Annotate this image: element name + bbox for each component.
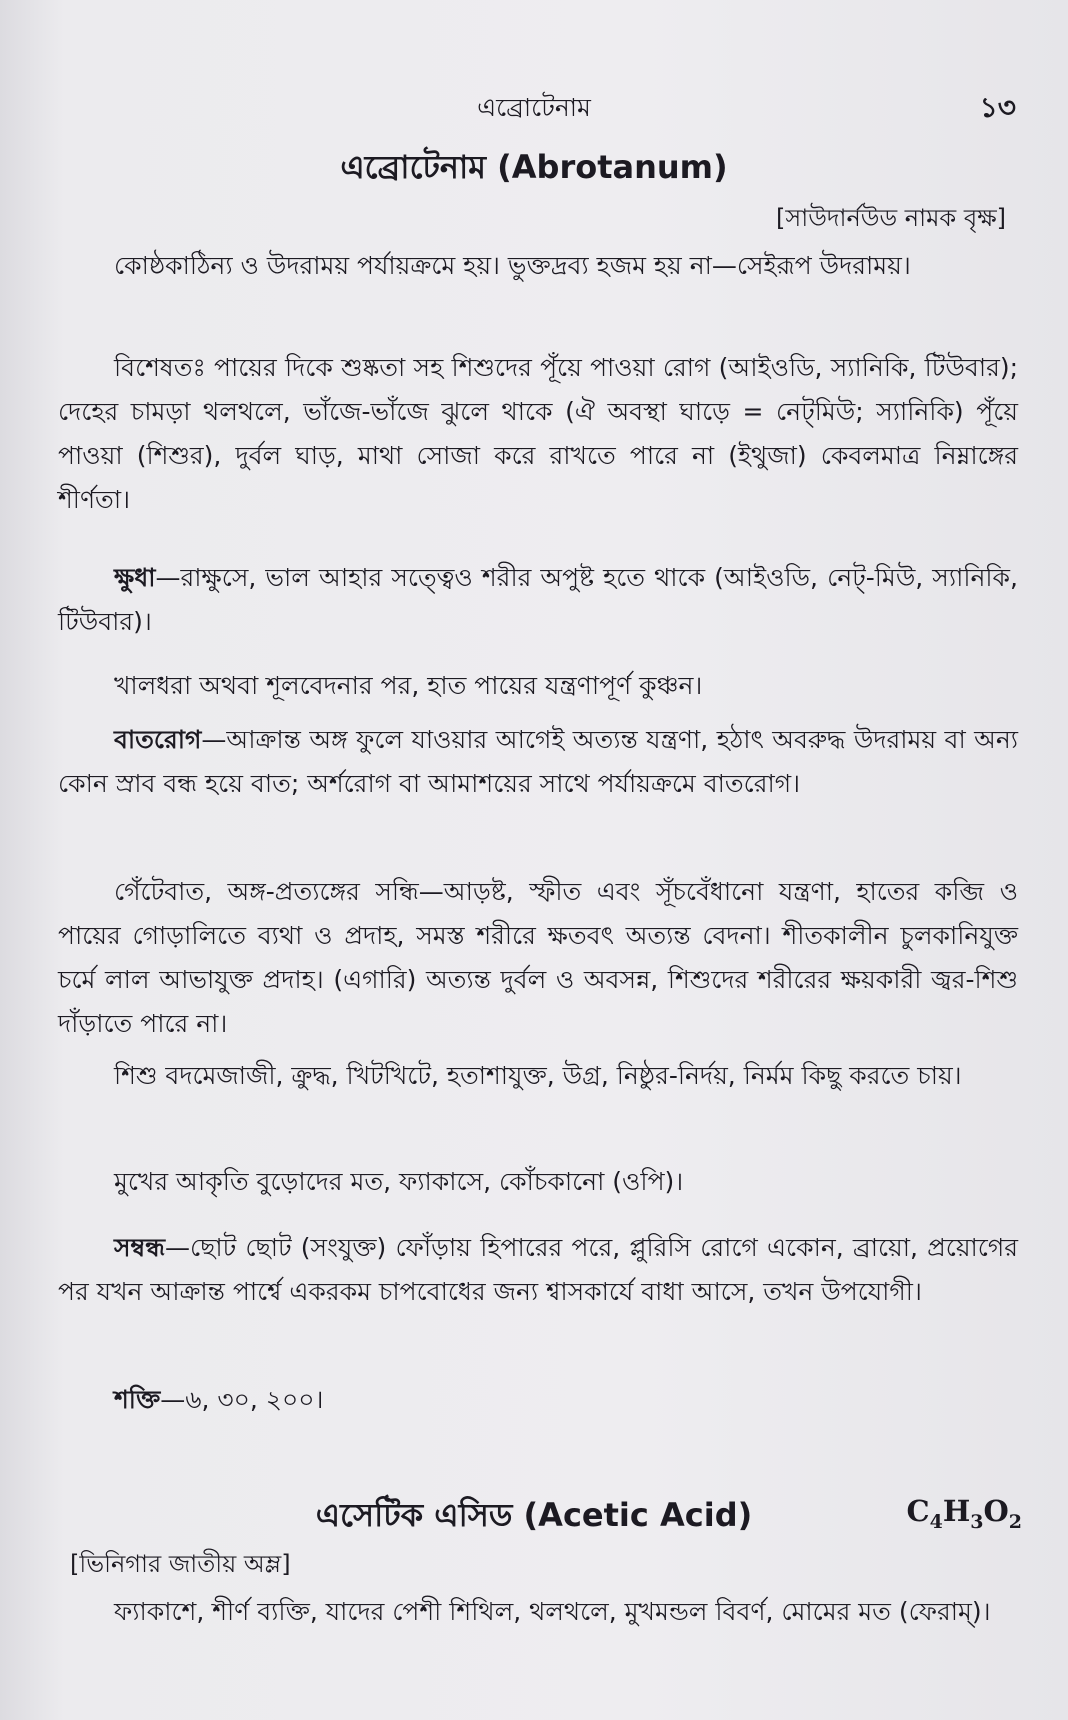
paragraph-label: ক্ষুধা bbox=[114, 563, 156, 592]
paragraph bbox=[58, 718, 1018, 806]
paragraph-text: —৬, ৩০, ২০০। bbox=[160, 1385, 324, 1414]
paragraph-label: বাতরোগ bbox=[114, 725, 202, 754]
paragraph bbox=[58, 1378, 1018, 1422]
formula-subscript: 4 bbox=[929, 1510, 943, 1533]
paragraph bbox=[58, 1226, 1018, 1314]
paragraph: খালধরা অথবা শূলবেদনার পর, হাত পায়ের যন্ত্রণাপূর্ণ কুঞ্চন। bbox=[114, 671, 703, 700]
paragraph: গেঁটেবাত, অঙ্গ-প্রত্যঙ্গের সন্ধি—আড়ষ্ট, স্ফীত এবং সূঁচবেঁধানো যন্ত্রণা, হাতের কব্জি ও পায়ের গোড়ালিতে ব্যথা ও প্রদাহ, সমস্ত শরীরে ক্ষতবৎ অত্যন্ত বেদনা। শীতকালীন চুলকানিযুক্ত চর্মে লাল আভাযুক্ত প্রদাহ। (এগারি) অত্যন্ত দুর্বল ও অবসন্ন, শিশুদের শরীরের ক্ষয়কারী জ্বর-শিশু দাঁড়াতে পারে না। bbox=[58, 877, 1018, 1038]
formula-element: C bbox=[906, 1494, 930, 1528]
paragraph bbox=[58, 556, 1018, 644]
running-head bbox=[0, 86, 1068, 126]
section-subtitle-abrotanum: [সাউদার্নউড নামক বৃক্ষ] bbox=[776, 204, 1006, 232]
chemical-formula bbox=[907, 1494, 1022, 1533]
formula-subscript: 2 bbox=[1008, 1510, 1022, 1533]
section-title-abrotanum: এব্রোটেনাম (Abrotanum) bbox=[340, 148, 728, 186]
section-title-acetic-acid: এসেটিক এসিড (Acetic Acid) bbox=[315, 1496, 753, 1534]
paragraph: বিশেষতঃ পায়ের দিকে শুষ্কতা সহ শিশুদের পূঁয়ে পাওয়া রোগ (আইওডি, স্যানিকি, টিউবার); দেহের চামড়া থলথলে, ভাঁজে-ভাঁজে ঝুলে থাকে (ঐ অবস্থা ঘাড়ে = নেট্‌মিউ; স্যানিকি) পূঁয়ে পাওয়া (শিশুর), দুর্বল ঘাড়, মাথা সোজা করে রাখতে পারে না (ইথুজা) কেবলমাত্র নিম্নাঙ্গের শীর্ণতা। bbox=[58, 353, 1018, 514]
paragraph-label: সম্বন্ধ bbox=[114, 1233, 166, 1262]
page-number: ১৩ bbox=[979, 91, 1016, 124]
paragraph: কোষ্ঠকাঠিন্য ও উদরাময় পর্যায়ক্রমে হয়। ভুক্তদ্রব্য হজম হয় না—সেইরূপ উদরাময়। bbox=[114, 251, 911, 280]
running-head-title: এব্রোটেনাম bbox=[477, 93, 591, 122]
formula-element: H bbox=[942, 1494, 971, 1528]
formula-subscript: 3 bbox=[970, 1510, 984, 1533]
paragraph-text: —আক্রান্ত অঙ্গ ফুলে যাওয়ার আগেই অত্যন্ত যন্ত্রণা, হঠাৎ অবরুদ্ধ উদরাময় বা অন্য কোন স্রাব বন্ধ হয়ে বাত; অর্শরোগ বা আমাশয়ের সাথে পর্যায়ক্রমে বাতরোগ। bbox=[58, 725, 1018, 798]
paragraph: মুখের আকৃতি বুড়োদের মত, ফ্যাকাসে, কোঁচকানো (ওপি)। bbox=[114, 1167, 684, 1196]
paragraph-label: শক্তি bbox=[114, 1385, 161, 1414]
paragraph-text: —ছোট ছোট (সংযুক্ত) ফোঁড়ায় হিপারের পরে, প্লুরিসি রোগে একোন, ব্রায়ো, প্রয়োগের পর যখন আক্রান্ত পার্শ্বে একরকম চাপবোধের জন্য শ্বাসকার্যে বাধা আসে, তখন উপযোগী। bbox=[58, 1233, 1018, 1306]
formula-element: O bbox=[983, 1494, 1009, 1528]
paragraph: শিশু বদমেজাজী, ক্রুদ্ধ, খিটখিটে, হতাশাযুক্ত, উগ্র, নিষ্ঠুর-নির্দয়, নির্মম কিছু করতে চায়। bbox=[114, 1061, 962, 1090]
paragraph: ফ্যাকাশে, শীর্ণ ব্যক্তি, যাদের পেশী শিথিল, থলথলে, মুখমন্ডল বিবর্ণ, মোমের মত (ফেরাম্)। bbox=[114, 1597, 991, 1626]
section-subtitle-acetic-acid: [ভিনিগার জাতীয় অম্ল] bbox=[70, 1550, 291, 1578]
paragraph-text: —রাক্ষুসে, ভাল আহার সত্ত্বেও শরীর অপুষ্ট হতে থাকে (আইওডি, নেট্‌-মিউ, স্যানিকি, টিউবার)। bbox=[58, 563, 1018, 636]
